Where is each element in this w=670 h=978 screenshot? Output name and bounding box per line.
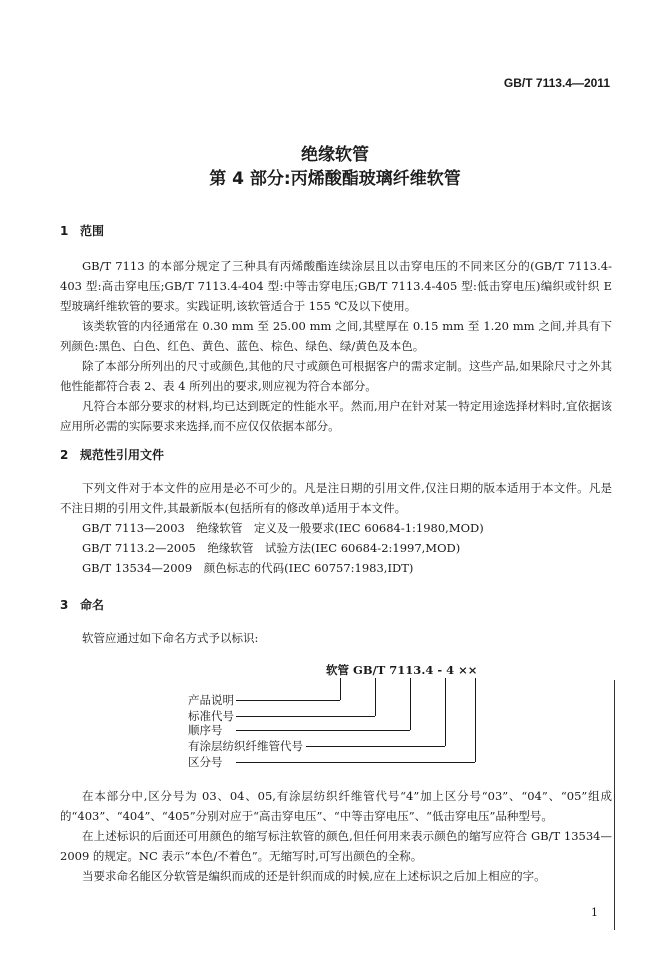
designation-paragraph-2: 在上述标识的后面还可用颜色的缩写标注软管的颜色,但任何用来表示颜色的缩写应符合 GB/T 13534—2009 的规定。NC 表示“本色/不着色”。无缩写时,可写出颜色的全称。 [60, 829, 612, 863]
designation-intro: 软管应通过如下命名方式予以标识: [82, 631, 259, 645]
designation-paragraph-3: 当要求命名能区分软管是编织而成的还是针织而成的时候,应在上述标识之后加上相应的字。 [82, 869, 546, 883]
margin-line [614, 680, 615, 930]
connector-line [236, 730, 410, 731]
section-title: 范围 [80, 224, 105, 238]
connector-line [475, 678, 476, 762]
designation-paragraph-1: 在本部分中,区分号为 03、04、05,有涂层纺织纤维管代号“4”加上区分号“03”、“04”、“05”组成的“403”、“404”、“405”分别对应于“高击穿电压”、“中等击穿电压”、“低击穿电压”品种型号。 [60, 789, 612, 823]
section-heading-scope [60, 222, 104, 239]
section-heading-normative-references [60, 446, 164, 463]
connector-line [236, 762, 475, 763]
connector-line [236, 700, 340, 701]
references-paragraph: 下列文件对于本文件的应用是必不可少的。凡是注日期的引用文件,仅注日期的版本适用于本文件。凡是不注日期的引用文件,其最新版本(包括所有的修改单)适用于本文件。 [60, 481, 612, 515]
standard-number-header: GB/T 7113.4—2011 [503, 76, 610, 90]
reference-item: GB/T 13534—2009 颜色标志的代码(IEC 60757:1983,IDT) [82, 561, 414, 575]
reference-item: GB/T 7113—2003 绝缘软管 定义及一般要求(IEC 60684-1:1980,MOD) [82, 521, 484, 535]
designation-label: 产品说明 [188, 693, 234, 707]
reference-item: GB/T 7113.2—2005 绝缘软管 试验方法(IEC 60684-2:1997,MOD) [82, 541, 461, 555]
section-number: 3 [60, 598, 69, 612]
scope-paragraph-4: 凡符合本部分要求的材料,均已达到既定的性能水平。然而,用户在针对某一特定用途选择材料时,宜依据该应用所必需的实际要求来选择,而不应仅仅依据本部分。 [60, 399, 612, 433]
connector-line [306, 746, 445, 747]
connector-line [375, 678, 376, 716]
section-title: 规范性引用文件 [80, 448, 165, 462]
scope-paragraph-3: 除了本部分所列出的尺寸或颜色,其他的尺寸或颜色可根据客户的需求定制。这些产品,如果除尺寸之外其他性能都符合表 2、表 4 所列出的要求,则应视为符合本部分。 [60, 359, 612, 393]
connector-line [410, 678, 411, 730]
designation-label: 有涂层纺织纤维管代号 [188, 739, 303, 753]
scope-paragraph-2: 该类软管的内径通常在 0.30 mm 至 25.00 mm 之间,其壁厚在 0.15 mm 至 1.20 mm 之间,并具有下列颜色:黑色、白色、红色、黄色、蓝色、棕色、绿色、绿/黄色及本色。 [60, 319, 612, 353]
designation-code: 软管 GB/T 7113.4 - 4 ×× [326, 663, 478, 677]
connector-line [340, 678, 341, 700]
document-subtitle: 第 4 部分:丙烯酸酯玻璃纤维软管 [209, 169, 461, 189]
document-title: 绝缘软管 [301, 145, 369, 165]
connector-line [236, 716, 375, 717]
section-number: 2 [60, 448, 69, 462]
section-title: 命名 [80, 598, 105, 612]
designation-label: 顺序号 [188, 723, 223, 737]
section-number: 1 [60, 224, 69, 238]
designation-label: 区分号 [188, 755, 223, 769]
scope-paragraph-1: GB/T 7113 的本部分规定了三种具有丙烯酸酯连续涂层且以击穿电压的不同来区分的(GB/T 7113.4-403 型:高击穿电压;GB/T 7113.4-404 型:中等击穿电压;GB/T 7113.4-405 型:低击穿电压)编织或针织 E 型玻璃纤维软管的要求。实践证明,该软管适合于 155 ℃及以下使用。 [60, 259, 612, 313]
connector-line [445, 678, 446, 746]
designation-label: 标准代号 [188, 709, 234, 723]
page-number: 1 [591, 906, 598, 919]
section-heading-designation [60, 596, 104, 613]
